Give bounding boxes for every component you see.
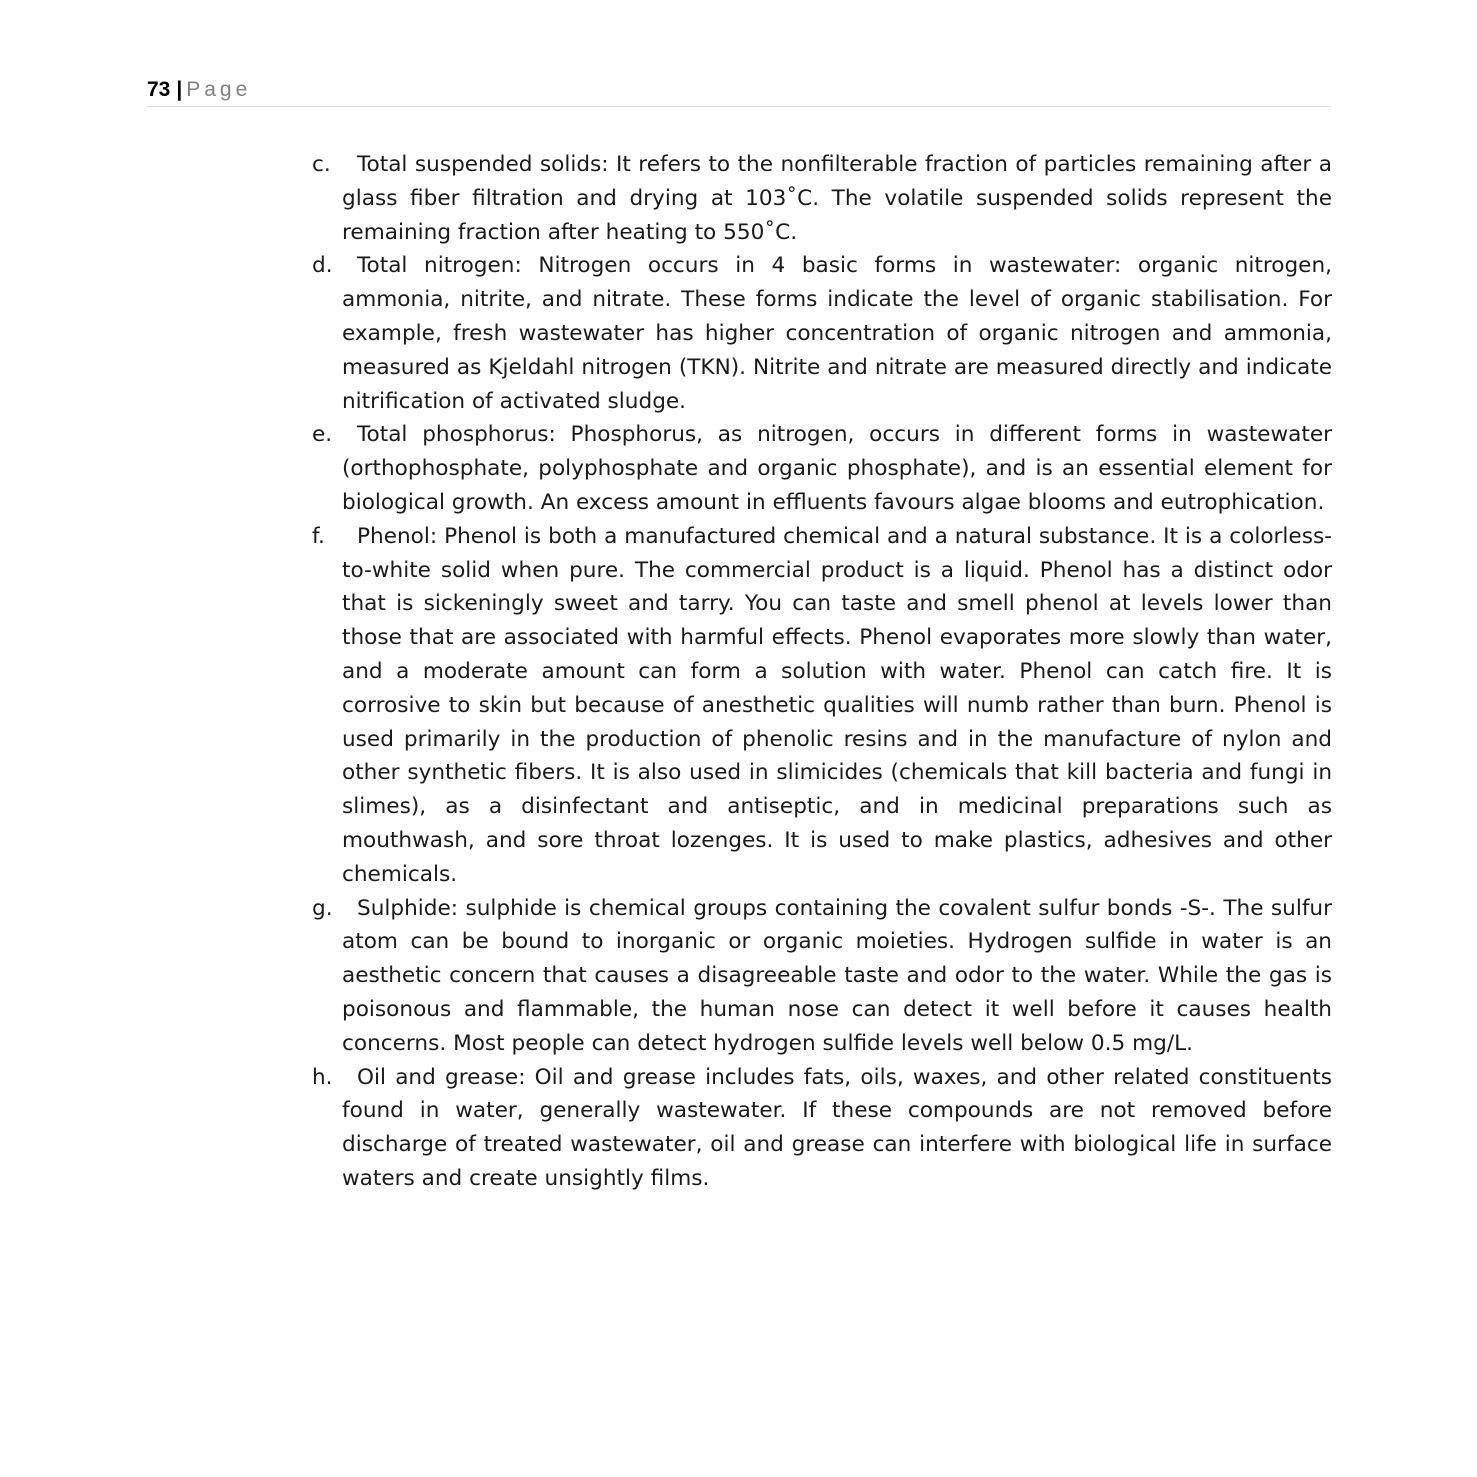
list-item-text: Total nitrogen: Nitrogen occurs in 4 basic forms in wastewater: organic nitrogen, ammonia, nitrite, and nitrate. These forms indicate the level of organic stabilisation. For example, fresh wastewater has higher concentration of organic nitrogen and ammonia, measured as Kjeldahl nitrogen (TKN). Nitrite and nitrate are measured directly and indicate nitrification of activated sludge. (342, 253, 1332, 414)
list-item-text: Total suspended solids: It refers to the nonfilterable fraction of particles remaining after a glass fiber filtration and drying at 103˚C. The volatile suspended solids represent the remaining fraction after heating to 550˚C. (342, 152, 1332, 245)
list-item-text: Total phosphorus: Phosphorus, as nitrogen, occurs in different forms in wastewater (orthophosphate, polyphosphate and organic phosphate), and is an essential element for biological growth. An excess amount in effluents favours algae blooms and eutrophication. (342, 422, 1332, 515)
list-item-letter: h. (312, 1064, 333, 1090)
list-item-letter: g. (312, 895, 333, 921)
list-item (312, 892, 1332, 1061)
list-item (312, 1061, 1332, 1196)
page-separator: | (176, 78, 183, 101)
page-header (147, 76, 1330, 107)
page-number: 73 (147, 78, 171, 101)
page-label: Page (186, 78, 252, 101)
list-item (312, 148, 1332, 249)
list-item (312, 520, 1332, 892)
list-item-letter: c. (312, 152, 331, 177)
list-item-text: Oil and grease: Oil and grease includes fats, oils, waxes, and other related constituents found in water, generally wastewater. If these compounds are not removed before discharge of treated wastewater, oil and grease can interfere with biological life in surface waters and create unsightly films. (342, 1064, 1332, 1191)
list-item-letter: f. (312, 523, 325, 549)
list-item-text: Sulphide: sulphide is chemical groups containing the covalent sulfur bonds -S-. The sulfur atom can be bound to inorganic or organic moieties. Hydrogen sulfide in water is an aesthetic concern that causes a disagreeable taste and odor to the water. While the gas is poisonous and flammable, the human nose can detect it well before it causes health concerns. Most people can detect hydrogen sulfide levels well below 0.5 mg/L. (342, 895, 1332, 1056)
list-item-letter: d. (312, 253, 333, 279)
list-item-letter: e. (312, 422, 333, 448)
document-body (312, 148, 1332, 1196)
list-item-text: Phenol: Phenol is both a manufactured chemical and a natural substance. It is a colorless-to-white solid when pure. The commercial product is a liquid. Phenol has a distinct odor that is sickeningly sweet and tarry. You can taste and smell phenol at levels lower than those that are associated with harmful effects. Phenol evaporates more slowly than water, and a moderate amount can form a solution with water. Phenol can catch fire. It is corrosive to skin but because of anesthetic qualities will numb rather than burn. Phenol is used primarily in the production of phenolic resins and in the manufacture of nylon and other synthetic fibers. It is also used in slimicides (chemicals that kill bacteria and fungi in slimes), as a disinfectant and antiseptic, and in medicinal preparations such as mouthwash, and sore throat lozenges. It is used to make plastics, adhesives and other chemicals. (342, 523, 1332, 887)
list-item (312, 249, 1332, 418)
list-item (312, 418, 1332, 519)
